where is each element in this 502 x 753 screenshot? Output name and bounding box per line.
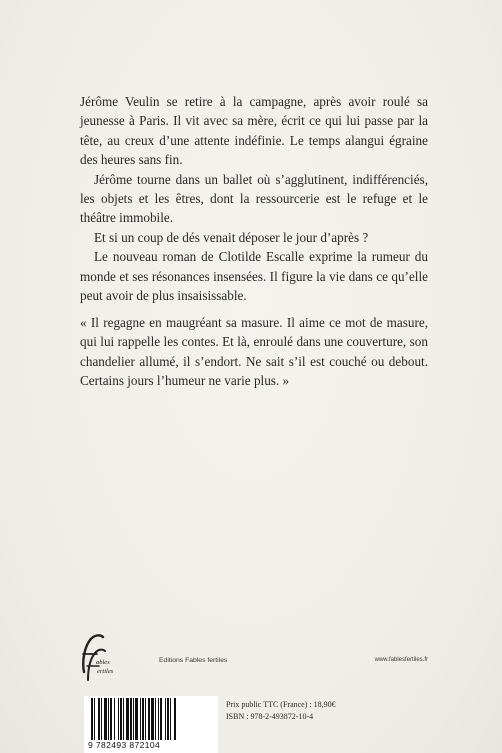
- svg-text:ables: ables: [96, 659, 110, 666]
- blurb: [80, 92, 428, 305]
- blurb-paragraph: Jérôme Veulin se retire à la campagne, après avoir roulé sa jeunesse à Paris. Il vit avec sa mère, écrit ce qui lui passe par la tête, au creux d’une attente indéfinie. Le temps alangui égraine des heures sans fin.: [80, 94, 428, 168]
- excerpt-quote: « Il regagne en maugréant sa masure. Il aime ce mot de masure, qui lui rappelle les contes. Et là, enroulé dans une couverture, son chandelier allumé, il s’endort. Ne sait s’il est couché ou debout. Certains jours l’humeur ne varie plus. »: [80, 315, 428, 389]
- blurb-paragraph: Le nouveau roman de Clotilde Escalle exprime la rumeur du monde et ses résonances insensées. Il figure la vie dans ce qu’elle peut avoir de plus insaisissable.: [80, 249, 428, 304]
- publisher-logo: [70, 628, 130, 684]
- svg-text:ertiles: ertiles: [97, 668, 114, 675]
- blurb-paragraph: Et si un coup de dés venait déposer le jour d’après ?: [94, 229, 369, 245]
- publisher-name: Editions Fables fertiles: [159, 657, 228, 664]
- isbn-line: ISBN : 978-2-493872-10-4: [226, 712, 314, 721]
- barcode: [84, 696, 218, 753]
- fables-fertiles-logo-icon: [70, 628, 130, 684]
- barcode-bars: [88, 698, 214, 740]
- price-info: [226, 699, 336, 723]
- price-line: Prix public TTC (France) : 18,90€: [226, 700, 336, 709]
- blurb-paragraph: Jérôme tourne dans un ballet où s’agglutinent, indifférenciés, les objets et les êtres, dont la ressourcerie est le refuge et le théâtre immobile.: [80, 171, 428, 226]
- publisher-website: www.fablesfertiles.fr: [374, 657, 428, 663]
- barcode-digits: 9 782493 872104: [88, 740, 161, 750]
